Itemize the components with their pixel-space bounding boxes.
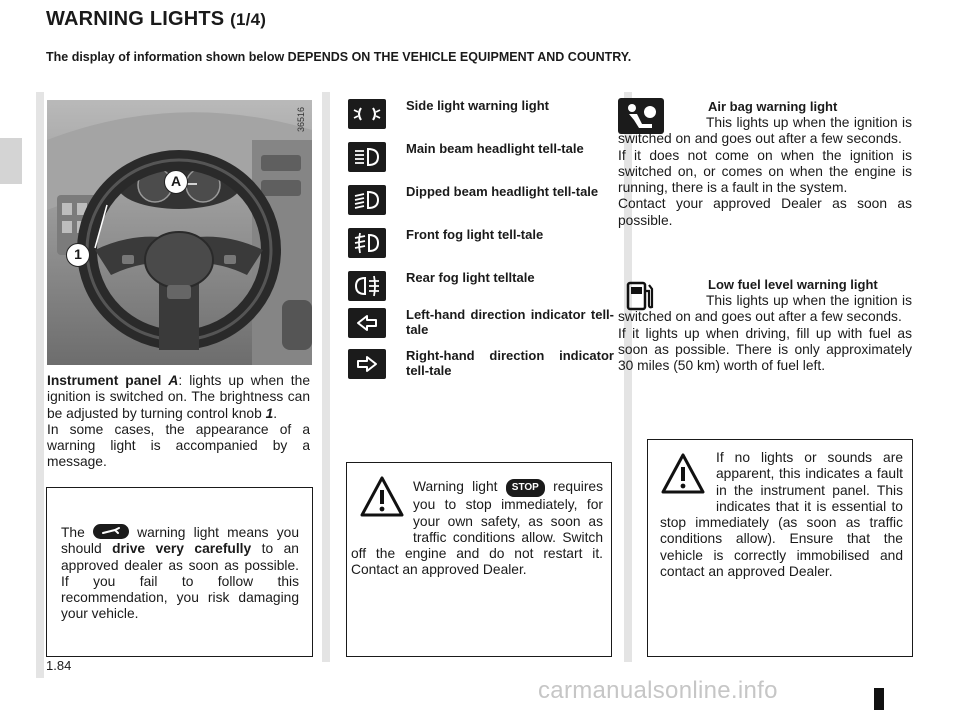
page-part: (1/4)	[230, 10, 267, 29]
page-number: 1.84	[46, 658, 72, 673]
legend-label: Front fog light tell-tale	[406, 227, 544, 242]
photo-code: 36516	[296, 106, 306, 132]
legend-row	[348, 270, 616, 310]
fault-warning-text: If no lights or sounds are apparent, this indicates a fault in the instrument panel. This indicates that it is essential to stop immediately (as soon as traffic conditions allow). Ensure that the vehicle is correctly immobilised and contact an approved Dealer.	[660, 450, 903, 580]
legend-label: Rear fog light telltale	[406, 270, 535, 285]
legend-row	[348, 141, 616, 181]
legend-label: Left-hand direction indicator tell-tale	[406, 307, 614, 337]
callout-1: 1	[66, 243, 90, 267]
instrument-panel-text: Instrument panel A: lights up when the ignition is switched on. The brightness can be adjusted by turning control knob 1. In some cases, the appearance of a warning light is accompanied by a message.	[47, 373, 310, 470]
side-light-icon	[348, 99, 386, 129]
fuel-heading: Low fuel level warning light	[708, 277, 878, 292]
column-divider	[322, 92, 330, 662]
legend-label: Dipped beam headlight tell-tale	[406, 184, 599, 199]
airbag-description: This lights up when the ignition is switched on and goes out after a few seconds. If it does not come on when the ignition is switched on, or comes on when the engine is running, there is a fault in the system. Contact your approved Dealer as soon as possible.	[618, 115, 912, 228]
page-corner-mark	[874, 688, 884, 710]
legend-row	[348, 348, 616, 388]
page-title: WARNING LIGHTS (1/4)	[46, 8, 267, 30]
fault-warning-box	[647, 439, 913, 657]
legend-label: Main beam headlight tell-tale	[406, 141, 584, 156]
watermark: carmanualsonline.info	[538, 677, 778, 704]
column-divider	[36, 92, 44, 678]
stop-warning-text: Warning light STOP requires you to stop immediately, for your own safety, as soon as traffic conditions allow. Switch off the engine and do not restart it. Contact an approved Dealer.	[351, 479, 603, 578]
legend-row	[348, 184, 616, 224]
page-subtitle: The display of information shown below DEPENDS ON THE VEHICLE EQUIPMENT AND COUNTRY.	[46, 50, 632, 64]
main-beam-icon	[348, 142, 386, 172]
callout-a: A	[164, 170, 188, 194]
rear-fog-icon	[348, 271, 386, 301]
right-indicator-icon	[348, 349, 386, 379]
legend-row	[348, 227, 616, 267]
stop-warning-box	[346, 462, 612, 657]
service-warning-box	[46, 487, 313, 657]
front-fog-icon	[348, 228, 386, 258]
legend-label: Side light warning light	[406, 98, 549, 113]
airbag-heading: Air bag warning light	[708, 99, 838, 114]
tell-tale-legend	[348, 98, 616, 388]
fuel-description: This lights up when the ignition is switched on and goes out after a few seconds. If it lights up when driving, fill up with fuel as soon as possible. There is only approximately 30 miles (50 km) worth of fuel left.	[618, 293, 912, 374]
legend-row	[348, 307, 616, 347]
legend-row	[348, 98, 616, 138]
legend-label: Right-hand direction indicator tell-tale	[406, 348, 614, 378]
wrench-icon	[93, 524, 129, 539]
service-warning-text: The warning light means you should drive very carefully to an approved dealer as soon as possible. If you fail to follow this recommendation, you risk damaging your vehicle.	[61, 525, 299, 622]
stop-badge-icon: STOP	[506, 479, 545, 497]
section-tab	[0, 138, 22, 184]
dashboard-photo	[47, 100, 312, 365]
dipped-beam-icon	[348, 185, 386, 215]
left-indicator-icon	[348, 308, 386, 338]
